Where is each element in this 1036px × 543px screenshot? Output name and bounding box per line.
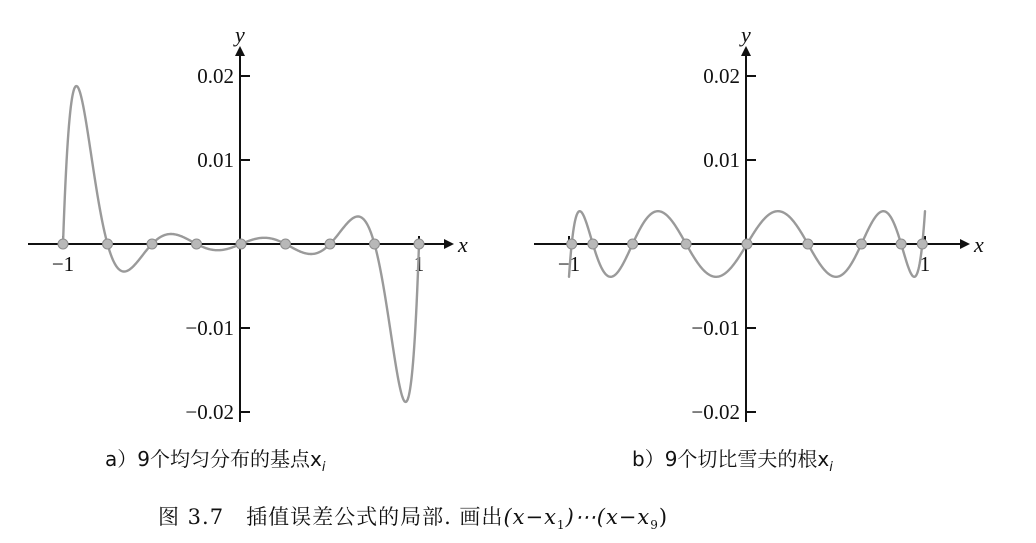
y-tick-label: −0.01: [691, 316, 740, 340]
panel-caption: [105, 447, 326, 475]
node-point: [681, 239, 691, 249]
panel-equispaced: [28, 22, 468, 475]
figure-caption-text: 插值误差公式的局部. 画出: [246, 505, 504, 529]
node-point: [325, 239, 335, 249]
figure-caption: [158, 505, 668, 532]
node-point: [567, 239, 577, 249]
y-tick-label: −0.02: [185, 400, 234, 424]
y-tick-label: −0.01: [185, 316, 234, 340]
x-tick-label: −1: [51, 252, 75, 276]
caption-subscript: i: [829, 460, 833, 475]
node-point: [856, 239, 866, 249]
x-tick-label: 1: [413, 252, 425, 276]
node-point: [192, 239, 202, 249]
formula-part: )⋯(x−x: [565, 505, 651, 529]
y-tick-label: 0.01: [703, 148, 740, 172]
panel-caption-text: 9个切比雪夫的根x: [664, 447, 830, 471]
formula-subscript: 1: [556, 518, 566, 532]
interpolation-nodes: [58, 239, 424, 249]
panel-letter: b）: [632, 447, 665, 471]
y-tick-label: 0.02: [197, 64, 234, 88]
y-tick-label: 0.01: [197, 148, 234, 172]
node-point: [742, 239, 752, 249]
node-point: [58, 239, 68, 249]
formula-part: (x−x: [503, 505, 557, 529]
node-point: [236, 239, 246, 249]
node-point: [147, 239, 157, 249]
y-tick-label: 0.02: [703, 64, 740, 88]
y-axis-label: y: [235, 22, 245, 47]
node-point: [588, 239, 598, 249]
figure-number: 图 3.7: [158, 505, 225, 529]
y-axis-label: y: [741, 22, 751, 47]
node-point: [103, 239, 113, 249]
formula-part: ): [658, 505, 669, 529]
panel-caption: [632, 447, 833, 475]
node-point: [896, 239, 906, 249]
x-tick-label: −1: [557, 252, 581, 276]
x-axis-label: x: [458, 232, 468, 257]
panel-letter: a）: [105, 447, 138, 471]
x-tick-label: 1: [919, 252, 931, 276]
node-point: [628, 239, 638, 249]
y-tick-label: −0.02: [691, 400, 740, 424]
x-axis-label: x: [974, 232, 984, 257]
node-point: [803, 239, 813, 249]
formula-subscript: 9: [650, 518, 659, 532]
node-point: [281, 239, 291, 249]
node-point: [414, 239, 424, 249]
caption-subscript: i: [321, 460, 326, 475]
node-point: [917, 239, 927, 249]
panel-chebyshev: [534, 22, 984, 475]
node-point: [370, 239, 380, 249]
panel-caption-text: 9个均匀分布的基点x: [137, 447, 322, 471]
